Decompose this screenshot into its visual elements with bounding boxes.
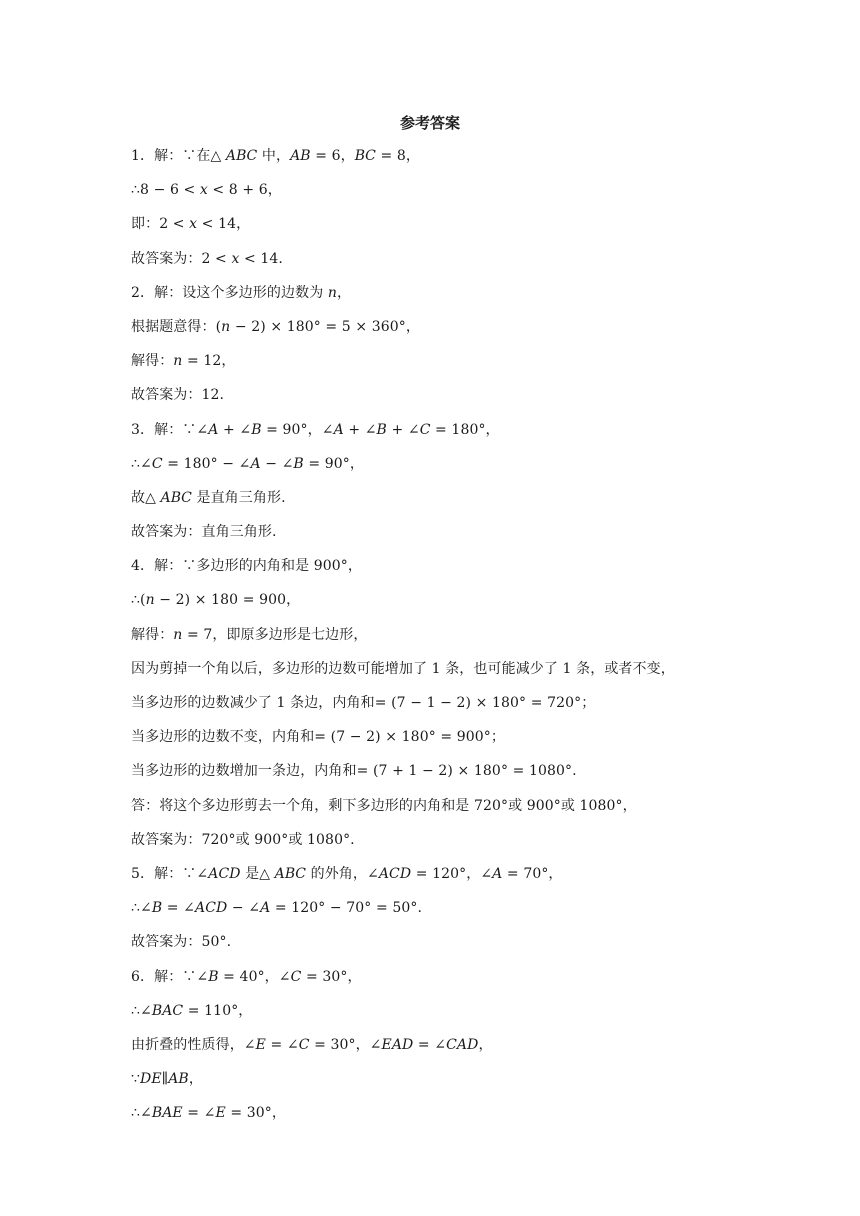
- answer-line: 故答案为：720°或 900°或 1080°.: [131, 831, 355, 848]
- answer-line: ∴(𝑛 − 2) × 180 = 900，: [131, 592, 301, 609]
- answer-line: 由折叠的性质得，∠𝐸 = ∠𝐶 = 30°，∠𝐸𝐴𝐷 = ∠𝐶𝐴𝐷，: [131, 1036, 493, 1053]
- page-title: 参考答案: [399, 114, 460, 132]
- answer-line: 1．解：∵在△ 𝐴𝐵𝐶 中，𝐴𝐵 = 6，𝐵𝐶 = 8，: [131, 148, 420, 164]
- answer-line: 解得：𝑛 = 7，即原多边形是七边形，: [131, 626, 368, 643]
- answer-line: 故答案为：2 < 𝑥 < 14.: [131, 250, 283, 267]
- answer-line: 当多边形的边数不变，内角和= (7 − 2) × 180° = 900°；: [131, 729, 505, 746]
- answer-line: 4．解：∵多边形的内角和是 900°，: [131, 558, 362, 575]
- answer-line: ∴∠𝐶 = 180° − ∠𝐴 − ∠𝐵 = 90°，: [131, 455, 364, 472]
- answer-line: 6．解：∵∠𝐵 = 40°，∠𝐶 = 30°，: [131, 968, 362, 985]
- answer-line: 2．解：设这个多边形的边数为 𝑛，: [131, 284, 352, 301]
- answer-line: 故△ 𝐴𝐵𝐶 是直角三角形.: [131, 489, 286, 506]
- answer-line: 3．解：∵∠𝐴 + ∠𝐵 = 90°，∠𝐴 + ∠𝐵 + ∠𝐶 = 180°，: [131, 421, 500, 438]
- answer-line: 故答案为：12.: [131, 387, 225, 404]
- answer-line: 故答案为：50°.: [131, 934, 232, 951]
- answer-line: ∴8 − 6 < 𝑥 < 8 + 6，: [131, 182, 282, 199]
- answer-body: [131, 146, 831, 1137]
- answer-line: ∵𝐷𝐸∥𝐴𝐵，: [131, 1071, 203, 1088]
- answer-line: 当多边形的边数减少了 1 条边，内角和= (7 − 1 − 2) × 180° = 720°；: [131, 695, 596, 711]
- answer-line: 即：2 < 𝑥 < 14，: [131, 216, 251, 233]
- answer-line: 故答案为：直角三角形.: [131, 524, 277, 541]
- answer-line: 当多边形的边数增加一条边，内角和= (7 + 1 − 2) × 180° = 1080°.: [131, 763, 577, 780]
- answer-line: ∴∠𝐵 = ∠𝐴𝐶𝐷 − ∠𝐴 = 120° − 70° = 50°.: [131, 900, 422, 917]
- answer-line: 答：将这个多边形剪去一个角，剩下多边形的内角和是 720°或 900°或 1080°，: [131, 797, 637, 814]
- answer-line: 根据题意得：(𝑛 − 2) × 180° = 5 × 360°，: [131, 318, 420, 335]
- answer-line: 5．解：∵∠𝐴𝐶𝐷 是△ 𝐴𝐵𝐶 的外角，∠𝐴𝐶𝐷 = 120°，∠𝐴 = 70°，: [131, 865, 563, 882]
- answer-line: 解得：𝑛 = 12，: [131, 353, 236, 370]
- answer-line: ∴∠𝐵𝐴𝐸 = ∠𝐸 = 30°，: [131, 1105, 286, 1122]
- answer-line: ∴∠𝐵𝐴𝐶 = 110°，: [131, 1002, 253, 1019]
- answer-line: 因为剪掉一个角以后，多边形的边数可能增加了 1 条，也可能减少了 1 条，或者不变，: [131, 660, 675, 677]
